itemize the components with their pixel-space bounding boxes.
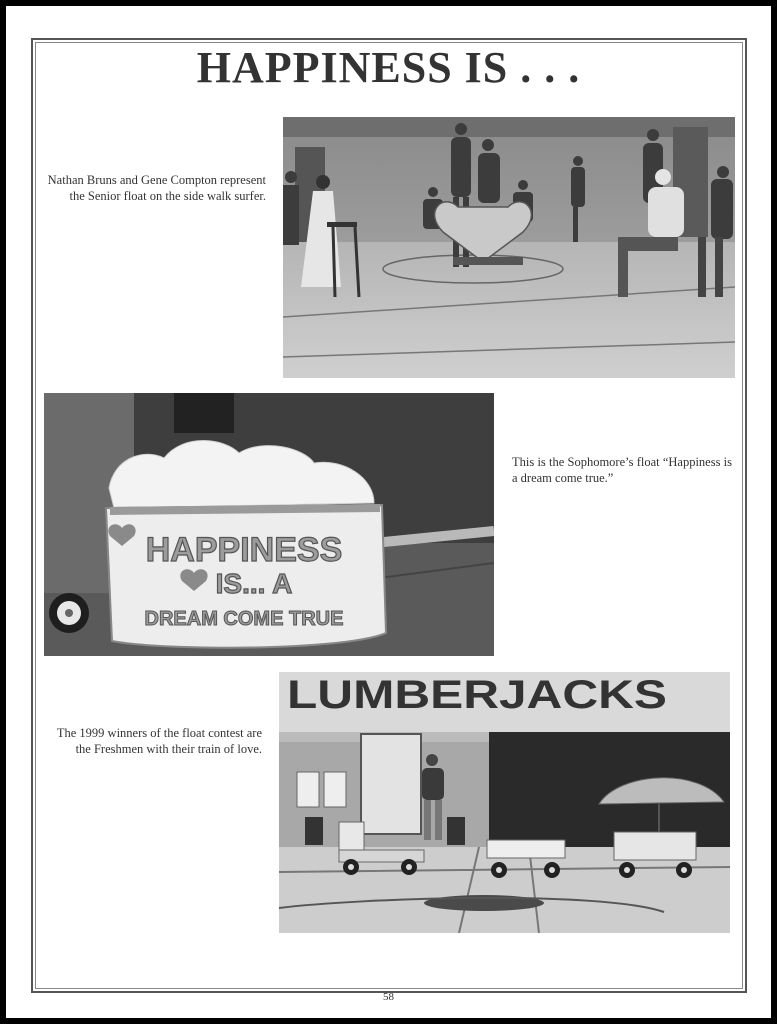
sign-line-2: IS... A <box>215 568 293 599</box>
page-number: 58 <box>383 991 394 1003</box>
sign-line-3: DREAM COME TRUE <box>144 608 344 630</box>
freshmen-float-photo <box>279 672 730 933</box>
sign-line-1: HAPPINESS <box>145 531 343 569</box>
senior-float-caption: Nathan Bruns and Gene Compton represent the Senior float on the side walk surfer. <box>47 173 266 203</box>
gym-banner-text: LUMBERJACKS <box>287 673 667 717</box>
senior-float-photo <box>283 117 735 378</box>
freshmen-float-caption: The 1999 winners of the float contest are the Freshmen with their train of love. <box>56 726 262 756</box>
sophomore-float-photo <box>44 393 494 656</box>
page-title: HAPPINESS IS . . . <box>196 43 581 92</box>
sophomore-float-caption: This is the Sophomore’s float “Happiness is a dream come true.” <box>512 455 732 485</box>
